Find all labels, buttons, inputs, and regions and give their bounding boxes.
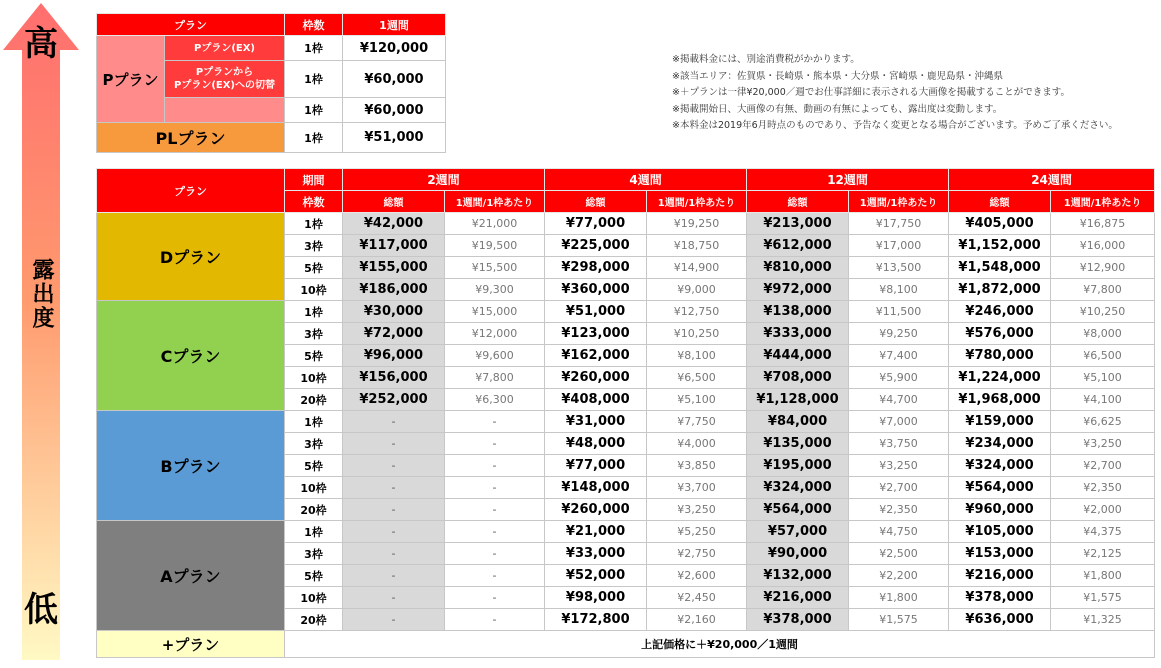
weekly-price-cell: ¥2,500 [849, 543, 949, 565]
top-header-plan: プラン [97, 14, 285, 36]
table-row [97, 411, 1155, 433]
header-period-2w: 2週間 [343, 169, 545, 191]
total-price-cell: ¥225,000 [545, 235, 647, 257]
total-price-cell: ¥564,000 [949, 477, 1051, 499]
weekly-price-cell: ¥15,500 [445, 257, 545, 279]
weekly-price-cell: ¥2,000 [1051, 499, 1155, 521]
weekly-price-cell: ¥8,100 [647, 345, 747, 367]
weekly-price-cell: - [445, 565, 545, 587]
weekly-price-cell: ¥3,750 [849, 433, 949, 455]
slot-count: 3枠 [285, 323, 343, 345]
header-total: 総額 [747, 191, 849, 213]
total-price-cell: ¥246,000 [949, 301, 1051, 323]
total-price-cell: ¥132,000 [747, 565, 849, 587]
total-price-cell: - [343, 587, 445, 609]
total-price-cell: ¥612,000 [747, 235, 849, 257]
weekly-price-cell: - [445, 543, 545, 565]
total-price-cell: ¥1,872,000 [949, 279, 1051, 301]
pricing-table [96, 168, 1155, 658]
exposure-axis-label [13, 258, 69, 337]
weekly-price-cell: ¥7,800 [1051, 279, 1155, 301]
header-total: 総額 [545, 191, 647, 213]
total-price-cell: ¥90,000 [747, 543, 849, 565]
total-price-cell: ¥138,000 [747, 301, 849, 323]
plus-plan-row [97, 631, 1155, 658]
p-plan-switch-price: ¥60,000 [343, 61, 446, 98]
weekly-price-cell: ¥2,600 [647, 565, 747, 587]
p-plan-ex-price: ¥120,000 [343, 36, 446, 61]
weekly-price-cell: ¥9,300 [445, 279, 545, 301]
total-price-cell: ¥1,152,000 [949, 235, 1051, 257]
total-price-cell: ¥98,000 [545, 587, 647, 609]
weekly-price-cell: ¥6,500 [1051, 345, 1155, 367]
pl-plan-label: PLプラン [97, 123, 285, 153]
weekly-price-cell: - [445, 411, 545, 433]
note-item: ※掲載開始日、大画像の有無、動画の有無によっても、露出度は変動します。 [672, 103, 1003, 115]
total-price-cell: ¥378,000 [747, 609, 849, 631]
slot-count: 1枠 [285, 301, 343, 323]
total-price-cell: ¥96,000 [343, 345, 445, 367]
total-price-cell: ¥408,000 [545, 389, 647, 411]
total-price-cell: ¥564,000 [747, 499, 849, 521]
total-price-cell: - [343, 477, 445, 499]
weekly-price-cell: ¥7,800 [445, 367, 545, 389]
total-price-cell: - [343, 609, 445, 631]
slot-count: 3枠 [285, 433, 343, 455]
total-price-cell: - [343, 565, 445, 587]
slot-count: 1枠 [285, 213, 343, 235]
plan-name: Cプラン [97, 301, 285, 411]
header-period: 期間 [285, 169, 343, 191]
header-per-week: 1週間/1枠あたり [647, 191, 747, 213]
weekly-price-cell: ¥4,100 [1051, 389, 1155, 411]
header-per-week: 1週間/1枠あたり [1051, 191, 1155, 213]
weekly-price-cell: ¥17,000 [849, 235, 949, 257]
total-price-cell: - [343, 499, 445, 521]
slot-count: 5枠 [285, 565, 343, 587]
weekly-price-cell: ¥3,250 [647, 499, 747, 521]
weekly-price-cell: - [445, 499, 545, 521]
total-price-cell: ¥84,000 [747, 411, 849, 433]
header-plan: プラン [97, 169, 285, 213]
header-per-week: 1週間/1枠あたり [849, 191, 949, 213]
weekly-price-cell: ¥9,250 [849, 323, 949, 345]
weekly-price-cell: ¥7,400 [849, 345, 949, 367]
total-price-cell: ¥48,000 [545, 433, 647, 455]
weekly-price-cell: ¥5,100 [647, 389, 747, 411]
total-price-cell: ¥960,000 [949, 499, 1051, 521]
weekly-price-cell: ¥6,300 [445, 389, 545, 411]
weekly-price-cell: - [445, 433, 545, 455]
total-price-cell: ¥1,548,000 [949, 257, 1051, 279]
total-price-cell: ¥636,000 [949, 609, 1051, 631]
p-plan-label: Pプラン [97, 36, 165, 123]
slot-count: 1枠 [285, 411, 343, 433]
total-price-cell: ¥123,000 [545, 323, 647, 345]
total-price-cell: - [343, 411, 445, 433]
notes-list [672, 52, 1118, 135]
total-price-cell: ¥42,000 [343, 213, 445, 235]
plus-plan-label: +プラン [97, 631, 285, 658]
total-price-cell: ¥148,000 [545, 477, 647, 499]
header-period-4w: 4週間 [545, 169, 747, 191]
weekly-price-cell: ¥6,625 [1051, 411, 1155, 433]
weekly-price-cell: ¥21,000 [445, 213, 545, 235]
weekly-price-cell: ¥12,750 [647, 301, 747, 323]
weekly-price-cell: ¥11,500 [849, 301, 949, 323]
slot-count: 20枠 [285, 389, 343, 411]
total-price-cell: ¥51,000 [545, 301, 647, 323]
weekly-price-cell: ¥10,250 [1051, 301, 1155, 323]
total-price-cell: - [343, 543, 445, 565]
note-item: ※該当エリア：佐賀県・長崎県・熊本県・大分県・宮崎県・鹿児島県・沖縄県 [672, 70, 1003, 82]
weekly-price-cell: ¥9,000 [647, 279, 747, 301]
note-item: ※＋プランは一律¥20,000／週でお仕事詳細に表示される大画像を掲載することができます。 [672, 87, 1070, 98]
total-price-cell: ¥52,000 [545, 565, 647, 587]
p-plan-ex-slots: 1枠 [285, 36, 343, 61]
slot-count: 10枠 [285, 477, 343, 499]
total-price-cell: ¥298,000 [545, 257, 647, 279]
total-price-cell: ¥810,000 [747, 257, 849, 279]
pl-plan-slots: 1枠 [285, 123, 343, 153]
total-price-cell: ¥216,000 [747, 587, 849, 609]
slot-count: 10枠 [285, 367, 343, 389]
total-price-cell: - [343, 455, 445, 477]
weekly-price-cell: ¥3,850 [647, 455, 747, 477]
total-price-cell: ¥234,000 [949, 433, 1051, 455]
total-price-cell: ¥153,000 [949, 543, 1051, 565]
table-row [97, 301, 1155, 323]
weekly-price-cell: ¥13,500 [849, 257, 949, 279]
weekly-price-cell: ¥1,575 [1051, 587, 1155, 609]
slot-count: 20枠 [285, 499, 343, 521]
header-slots: 枠数 [285, 191, 343, 213]
header-total: 総額 [343, 191, 445, 213]
weekly-price-cell: ¥16,000 [1051, 235, 1155, 257]
exposure-low-label: 低 [24, 590, 58, 630]
total-price-cell: ¥77,000 [545, 455, 647, 477]
total-price-cell: ¥33,000 [545, 543, 647, 565]
plan-name: Bプラン [97, 411, 285, 521]
weekly-price-cell: ¥4,700 [849, 389, 949, 411]
weekly-price-cell: ¥16,875 [1051, 213, 1155, 235]
weekly-price-cell: ¥19,500 [445, 235, 545, 257]
p-plan-ex-label: Pプラン(EX) [165, 36, 285, 61]
weekly-price-cell: ¥2,350 [1051, 477, 1155, 499]
total-price-cell: ¥260,000 [545, 499, 647, 521]
weekly-price-cell: ¥1,575 [849, 609, 949, 631]
weekly-price-cell: ¥19,250 [647, 213, 747, 235]
total-price-cell: ¥72,000 [343, 323, 445, 345]
slot-count: 3枠 [285, 235, 343, 257]
total-price-cell: - [343, 433, 445, 455]
total-price-cell: ¥405,000 [949, 213, 1051, 235]
weekly-price-cell: - [445, 477, 545, 499]
total-price-cell: ¥333,000 [747, 323, 849, 345]
total-price-cell: ¥260,000 [545, 367, 647, 389]
p-pl-plan-table [96, 13, 446, 153]
weekly-price-cell: ¥2,700 [1051, 455, 1155, 477]
weekly-price-cell: ¥2,350 [849, 499, 949, 521]
weekly-price-cell: ¥3,700 [647, 477, 747, 499]
weekly-price-cell: ¥2,750 [647, 543, 747, 565]
weekly-price-cell: ¥12,000 [445, 323, 545, 345]
total-price-cell: ¥159,000 [949, 411, 1051, 433]
weekly-price-cell: ¥2,125 [1051, 543, 1155, 565]
plan-name: Dプラン [97, 213, 285, 301]
total-price-cell: ¥156,000 [343, 367, 445, 389]
total-price-cell: ¥195,000 [747, 455, 849, 477]
weekly-price-cell: ¥17,750 [849, 213, 949, 235]
total-price-cell: ¥172,800 [545, 609, 647, 631]
exposure-high-label: 高 [24, 24, 58, 64]
weekly-price-cell: ¥12,900 [1051, 257, 1155, 279]
total-price-cell: ¥186,000 [343, 279, 445, 301]
weekly-price-cell: ¥2,700 [849, 477, 949, 499]
weekly-price-cell: ¥7,750 [647, 411, 747, 433]
weekly-price-cell: ¥4,000 [647, 433, 747, 455]
weekly-price-cell: ¥5,250 [647, 521, 747, 543]
total-price-cell: - [343, 521, 445, 543]
total-price-cell: ¥1,224,000 [949, 367, 1051, 389]
slot-count: 5枠 [285, 257, 343, 279]
weekly-price-cell: ¥3,250 [1051, 433, 1155, 455]
slot-count: 10枠 [285, 279, 343, 301]
note-item: ※掲載料金には、別途消費税がかかります。 [672, 54, 860, 65]
header-total: 総額 [949, 191, 1051, 213]
total-price-cell: ¥30,000 [343, 301, 445, 323]
weekly-price-cell: - [445, 521, 545, 543]
total-price-cell: ¥708,000 [747, 367, 849, 389]
weekly-price-cell: ¥3,250 [849, 455, 949, 477]
weekly-price-cell: ¥1,325 [1051, 609, 1155, 631]
total-price-cell: ¥972,000 [747, 279, 849, 301]
weekly-price-cell: - [445, 587, 545, 609]
total-price-cell: ¥780,000 [949, 345, 1051, 367]
slot-count: 5枠 [285, 345, 343, 367]
slot-count: 10枠 [285, 587, 343, 609]
total-price-cell: ¥1,128,000 [747, 389, 849, 411]
total-price-cell: ¥252,000 [343, 389, 445, 411]
plan-name: Aプラン [97, 521, 285, 631]
total-price-cell: ¥105,000 [949, 521, 1051, 543]
total-price-cell: ¥135,000 [747, 433, 849, 455]
p-plan-switch-slots: 1枠 [285, 61, 343, 98]
weekly-price-cell: ¥14,900 [647, 257, 747, 279]
total-price-cell: ¥360,000 [545, 279, 647, 301]
weekly-price-cell: ¥18,750 [647, 235, 747, 257]
weekly-price-cell: ¥5,100 [1051, 367, 1155, 389]
weekly-price-cell: - [445, 455, 545, 477]
table-row [97, 213, 1155, 235]
total-price-cell: ¥162,000 [545, 345, 647, 367]
total-price-cell: ¥155,000 [343, 257, 445, 279]
slot-count: 3枠 [285, 543, 343, 565]
total-price-cell: ¥216,000 [949, 565, 1051, 587]
weekly-price-cell: ¥1,800 [849, 587, 949, 609]
p-plan-base-price: ¥60,000 [343, 98, 446, 123]
total-price-cell: ¥31,000 [545, 411, 647, 433]
total-price-cell: ¥1,968,000 [949, 389, 1051, 411]
weekly-price-cell: ¥5,900 [849, 367, 949, 389]
total-price-cell: ¥324,000 [949, 455, 1051, 477]
header-period-12w: 12週間 [747, 169, 949, 191]
top-header-slots: 枠数 [285, 14, 343, 36]
weekly-price-cell: ¥2,450 [647, 587, 747, 609]
top-header-price: 1週間 [343, 14, 446, 36]
total-price-cell: ¥576,000 [949, 323, 1051, 345]
total-price-cell: ¥117,000 [343, 235, 445, 257]
weekly-price-cell: ¥15,000 [445, 301, 545, 323]
total-price-cell: ¥21,000 [545, 521, 647, 543]
pl-plan-price: ¥51,000 [343, 123, 446, 153]
weekly-price-cell: ¥2,200 [849, 565, 949, 587]
header-period-24w: 24週間 [949, 169, 1155, 191]
weekly-price-cell: ¥8,100 [849, 279, 949, 301]
total-price-cell: ¥444,000 [747, 345, 849, 367]
p-plan-base-label [165, 98, 285, 123]
weekly-price-cell: ¥8,000 [1051, 323, 1155, 345]
total-price-cell: ¥57,000 [747, 521, 849, 543]
slot-count: 20枠 [285, 609, 343, 631]
p-plan-switch-label: Pプランから Pプラン(EX)への切替 [165, 61, 285, 98]
plus-plan-description: 上記価格に＋¥20,000／1週間 [285, 631, 1155, 658]
weekly-price-cell: ¥7,000 [849, 411, 949, 433]
table-row [97, 521, 1155, 543]
total-price-cell: ¥213,000 [747, 213, 849, 235]
slot-count: 1枠 [285, 521, 343, 543]
weekly-price-cell: ¥9,600 [445, 345, 545, 367]
header-per-week: 1週間/1枠あたり [445, 191, 545, 213]
weekly-price-cell: ¥2,160 [647, 609, 747, 631]
note-item: ※本料金は2019年6月時点のものであり、予告なく変更となる場合がございます。予めご了承ください。 [672, 120, 1118, 131]
weekly-price-cell: - [445, 609, 545, 631]
weekly-price-cell: ¥1,800 [1051, 565, 1155, 587]
total-price-cell: ¥324,000 [747, 477, 849, 499]
weekly-price-cell: ¥4,750 [849, 521, 949, 543]
weekly-price-cell: ¥6,500 [647, 367, 747, 389]
total-price-cell: ¥77,000 [545, 213, 647, 235]
p-plan-base-slots: 1枠 [285, 98, 343, 123]
total-price-cell: ¥378,000 [949, 587, 1051, 609]
weekly-price-cell: ¥4,375 [1051, 521, 1155, 543]
slot-count: 5枠 [285, 455, 343, 477]
weekly-price-cell: ¥10,250 [647, 323, 747, 345]
exposure-axis-text: 露出度 [29, 258, 54, 330]
